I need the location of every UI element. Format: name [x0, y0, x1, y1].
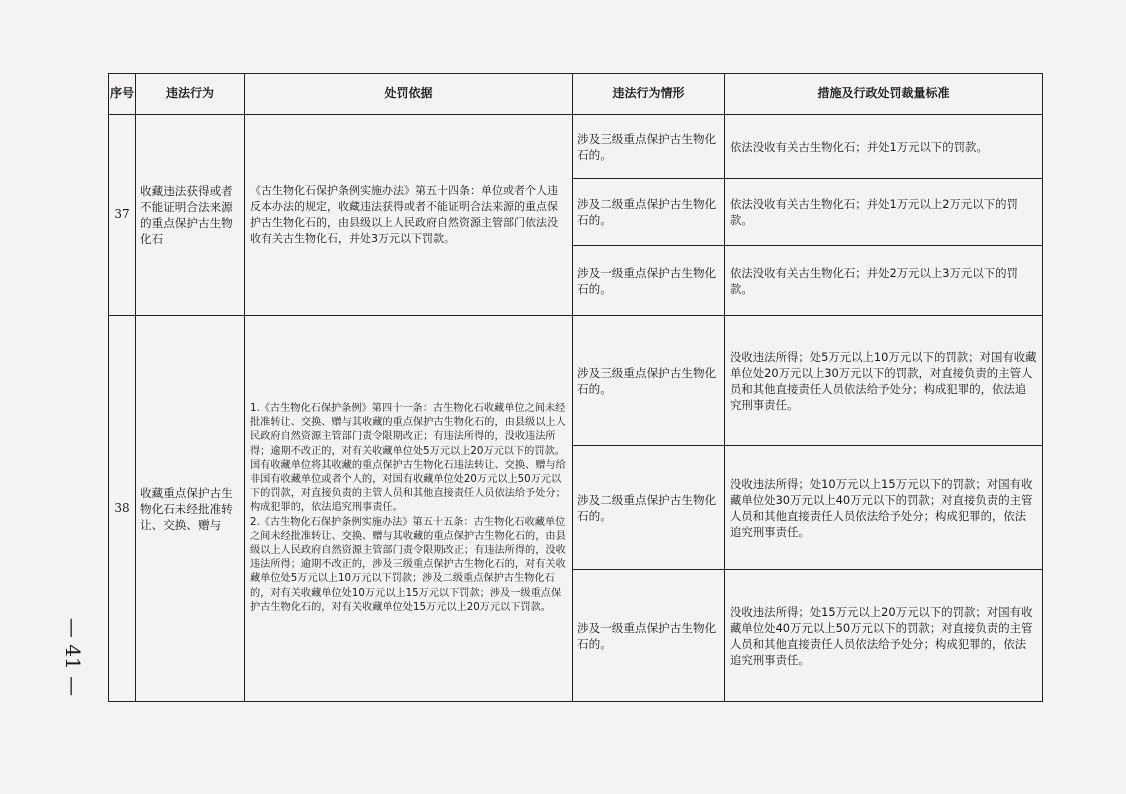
row-number: 37 [109, 115, 136, 316]
standard-cell: 依法没收有关古生物化石；并处1万元以上2万元以下的罚款。 [725, 179, 1043, 246]
situation-cell: 涉及三级重点保护古生物化石的。 [573, 316, 725, 446]
header-serial-number: 序号 [109, 74, 136, 115]
table-row [109, 115, 1043, 179]
situation-cell: 涉及三级重点保护古生物化石的。 [573, 115, 725, 179]
header-violation-situation: 违法行为情形 [573, 74, 725, 115]
table-row [109, 316, 1043, 446]
violation-text: 收藏违法获得或者不能证明合法来源的重点保护古生物化石 [136, 115, 245, 316]
standard-cell: 没收违法所得；处5万元以上10万元以下的罚款；对国有收藏单位处20万元以上30万元以下的罚款，对直接负责的主管人员和其他直接责任人员依法给予处分；构成犯罪的，依法追究刑事责任。 [725, 316, 1043, 446]
penalty-basis-text: 《古生物化石保护条例实施办法》第五十四条：单位或者个人违反本办法的规定，收藏违法获得或者不能证明合法来源的重点保护古生物化石的，由县级以上人民政府自然资源主管部门依法没收有关古生物化石，并处3万元以下罚款。 [245, 115, 573, 316]
table-header-row [109, 74, 1043, 115]
situation-cell: 涉及一级重点保护古生物化石的。 [573, 570, 725, 702]
standard-cell: 没收违法所得；处10万元以上15万元以下的罚款；对国有收藏单位处30万元以上40万元以下的罚款；对直接负责的主管人员和其他直接责任人员依法给予处分；构成犯罪的，依法追究刑事责任。 [725, 446, 1043, 570]
row-number: 38 [109, 316, 136, 702]
penalty-table [108, 73, 1043, 702]
header-penalty-standard: 措施及行政处罚裁量标准 [725, 74, 1043, 115]
standard-cell: 依法没收有关古生物化石；并处2万元以上3万元以下的罚款。 [725, 246, 1043, 316]
violation-text: 收藏重点保护古生物化石未经批准转让、交换、赠与 [136, 316, 245, 702]
header-penalty-basis: 处罚依据 [245, 74, 573, 115]
header-violation: 违法行为 [136, 74, 245, 115]
situation-cell: 涉及一级重点保护古生物化石的。 [573, 246, 725, 316]
situation-cell: 涉及二级重点保护古生物化石的。 [573, 446, 725, 570]
page-number: — 41 — [61, 617, 86, 697]
standard-cell: 依法没收有关古生物化石；并处1万元以下的罚款。 [725, 115, 1043, 179]
penalty-basis-text: 1.《古生物化石保护条例》第四十一条：古生物化石收藏单位之间未经批准转让、交换、赠与其收藏的重点保护古生物化石的，由县级以上人民政府自然资源主管部门责令限期改正；有违法所得的，没收违法所得；逾期不改正的，对有关收藏单位处5万元以上20万元以下的罚款。国有收藏单位将其收藏的重点保护古生物化石违法转让、交换、赠与给非国有收藏单位或者个人的，对国有收藏单位处20万元以上50万元以下的罚款，对直接负责的主管人员和其他直接责任人员依法给予处分；构成犯罪的，依法追究刑事责任。 2.《古生物化石保护条例实施办法》第五十五条：古生物化石收藏单位之间未经批准转让、交换、赠与其收藏的重点保护古生物化石的，由县级以上人民政府自然资源主管部门责令限期改正；有违法所得的，没收违法所得；逾期不改正的，涉及三级重点保护古生物化石的，对有关收藏单位处5万元以上10万元以下罚款；涉及二级重点保护古生物化石的，对有关收藏单位处10万元以上15万元以下罚款；涉及一级重点保护古生物化石的，对有关收藏单位处15万元以上20万元以下罚款。 [245, 316, 573, 702]
standard-cell: 没收违法所得；处15万元以上20万元以下的罚款；对国有收藏单位处40万元以上50万元以下的罚款；对直接负责的主管人员和其他直接责任人员依法给予处分；构成犯罪的，依法追究刑事责任。 [725, 570, 1043, 702]
situation-cell: 涉及二级重点保护古生物化石的。 [573, 179, 725, 246]
